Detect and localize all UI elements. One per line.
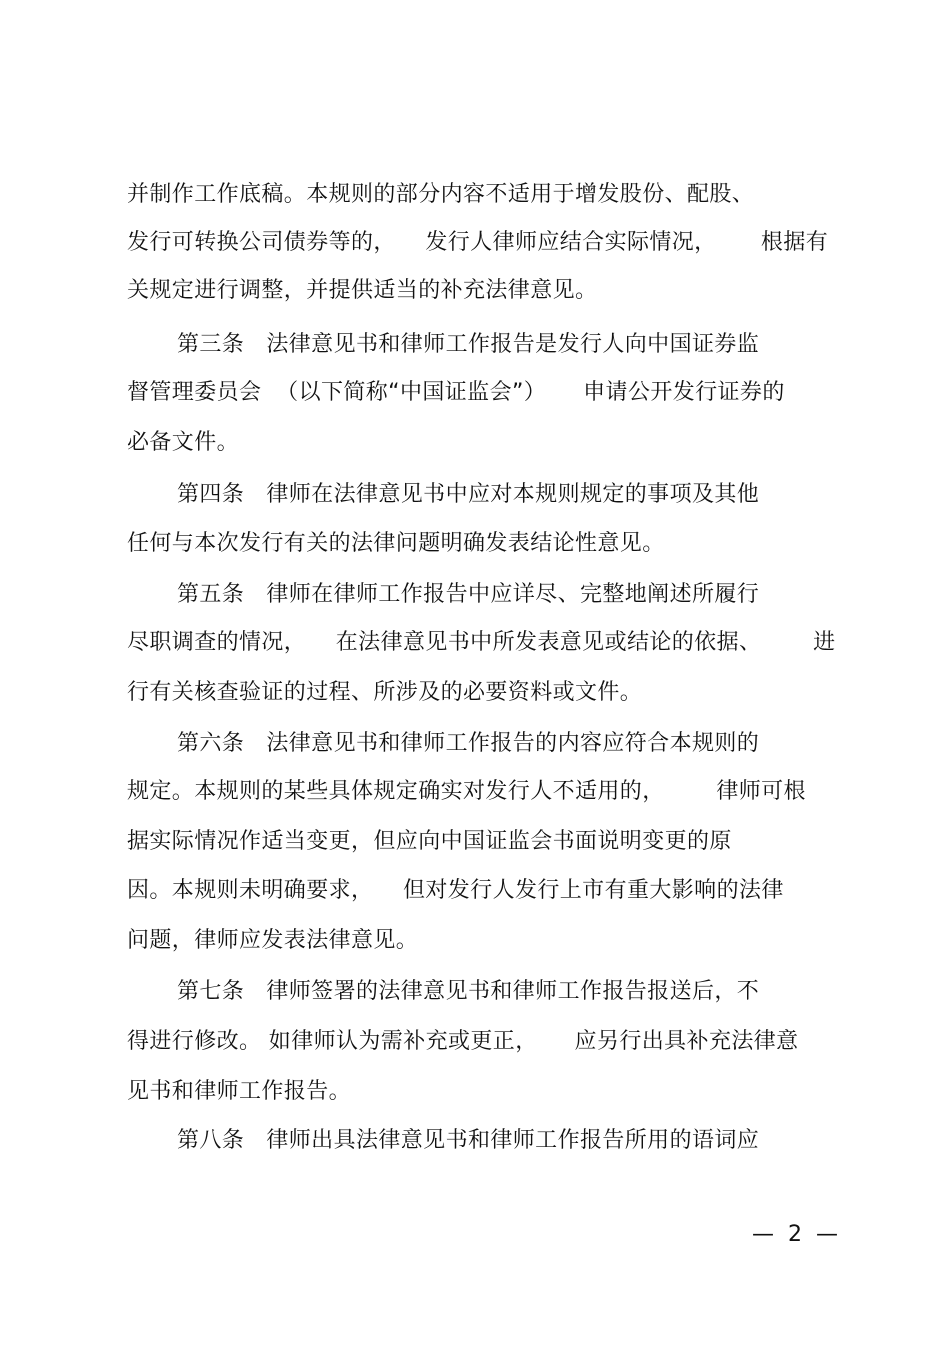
body-text-line: 尽职调查的情况， 在法律意见书中所发表意见或结论的依据、 进 [127, 630, 836, 655]
body-text-line: 必备文件。 [127, 430, 240, 455]
body-text-line: 关规定进行调整，并提供适当的补充法律意见。 [127, 278, 598, 303]
body-text-line: 得进行修改。 如律师认为需补充或更正， 应另行出具补充法律意 [127, 1029, 799, 1054]
body-text-line: 问题，律师应发表法律意见。 [127, 928, 419, 953]
body-text-line: 见书和律师工作报告。 [127, 1079, 352, 1104]
body-text-line: 行有关核查验证的过程、所涉及的必要资料或文件。 [127, 680, 643, 705]
body-text-line: 任何与本次发行有关的法律问题明确发表结论性意见。 [127, 531, 665, 556]
body-text-line: 第四条 律师在法律意见书中应对本规则规定的事项及其他 [177, 482, 760, 507]
body-text-line: 第七条 律师签署的法律意见书和律师工作报告报送后，不 [177, 979, 760, 1004]
body-text-line: 规定。本规则的某些具体规定确实对发行人不适用的， 律师可根 [127, 779, 806, 804]
body-text-line: 并制作工作底稿。本规则的部分内容不适用于增发股份、配股、 [127, 182, 755, 207]
body-text-line: 因。本规则未明确要求， 但对发行人发行上市有重大影响的法律 [127, 878, 784, 903]
body-text-line: 第六条 法律意见书和律师工作报告的内容应符合本规则的 [177, 731, 760, 756]
body-text-line: 第三条 法律意见书和律师工作报告是发行人向中国证券监 [177, 332, 760, 357]
body-text-line: 据实际情况作适当变更，但应向中国证监会书面说明变更的原 [127, 829, 732, 854]
body-text-line: 督管理委员会 （以下简称“中国证监会”） 申请公开发行证券的 [127, 380, 785, 405]
body-text-line: 第八条 律师出具法律意见书和律师工作报告所用的语词应 [177, 1128, 760, 1153]
body-text-line: 第五条 律师在律师工作报告中应详尽、完整地阐述所履行 [177, 582, 760, 607]
body-text-line: 发行可转换公司债券等的， 发行人律师应结合实际情况， 根据有 [127, 230, 829, 255]
page-number: — 2 — [752, 1222, 838, 1247]
